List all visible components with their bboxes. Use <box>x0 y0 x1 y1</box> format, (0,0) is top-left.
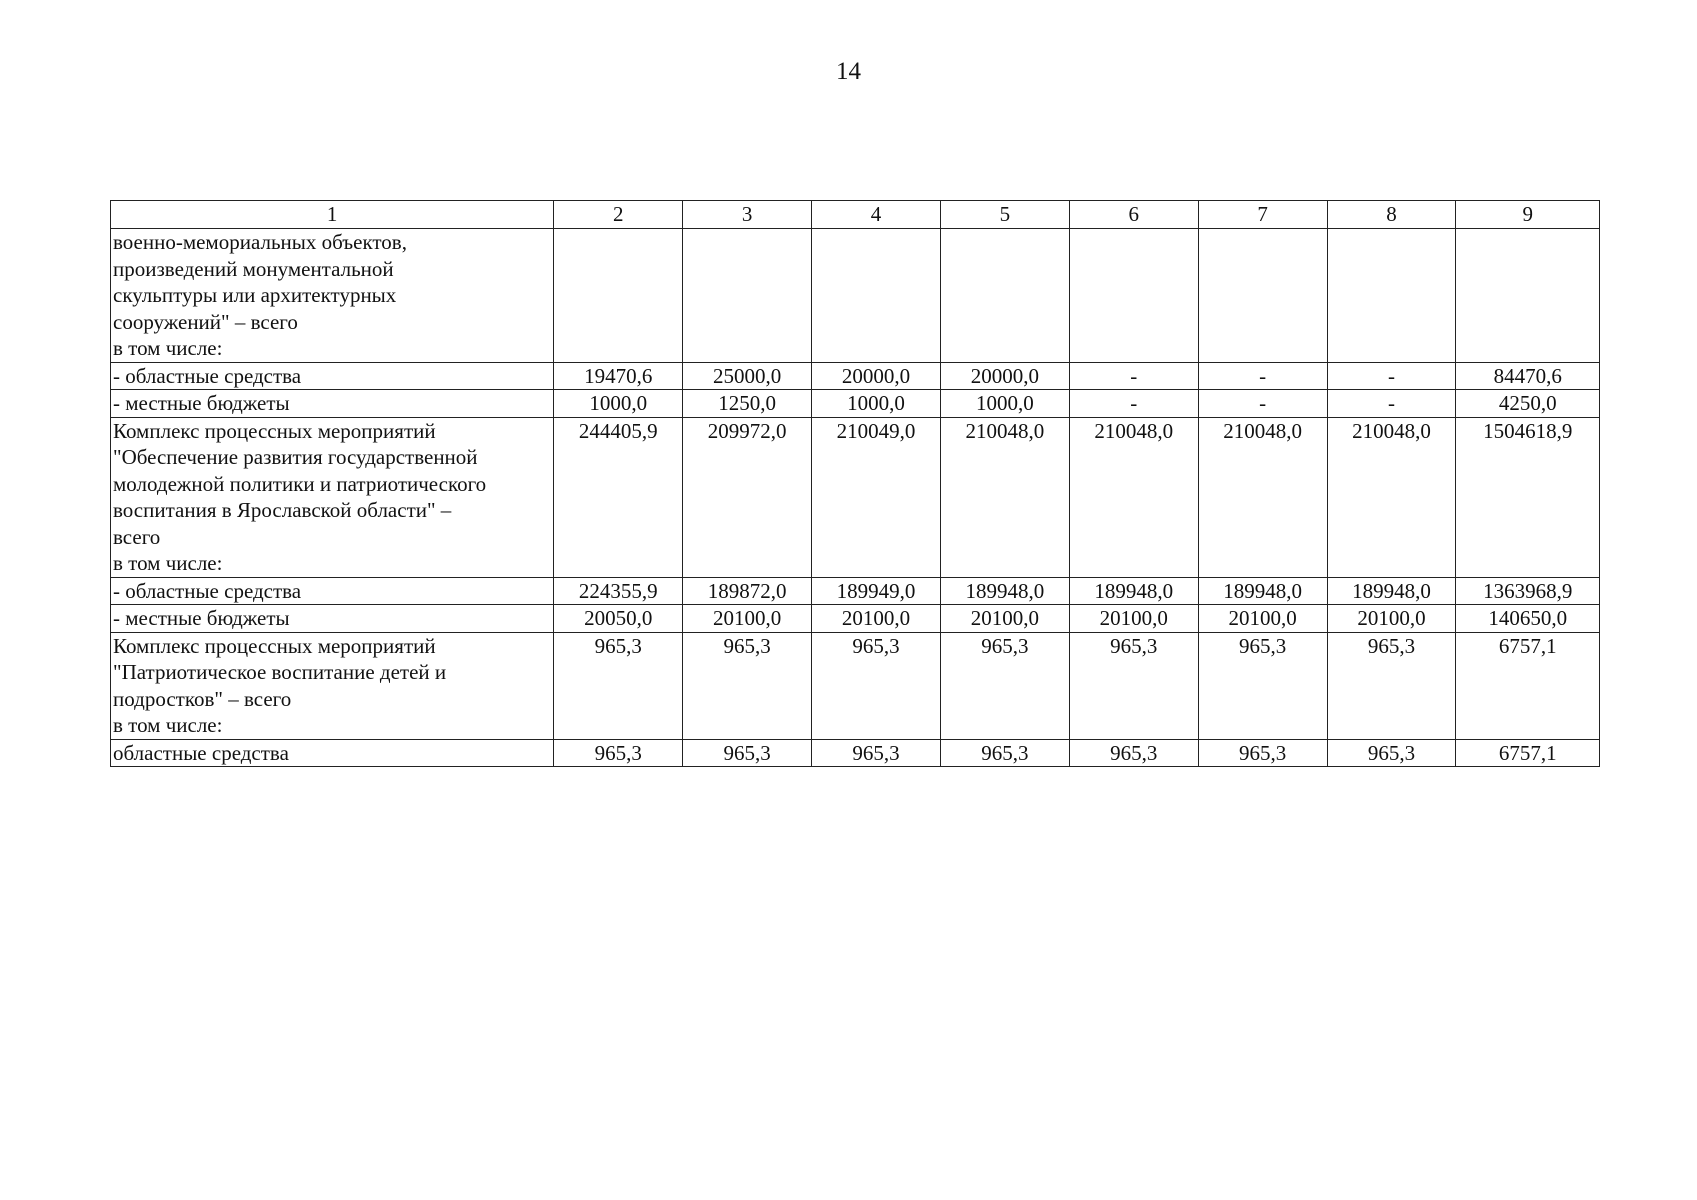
row-label-line: произведений монументальной <box>113 256 394 281</box>
value-cell: 189948,0 <box>1069 577 1198 605</box>
value-cell: 965,3 <box>940 632 1069 739</box>
page-number: 14 <box>836 58 861 85</box>
column-header: 2 <box>554 201 683 229</box>
row-label-line: - областные средства <box>113 363 302 388</box>
row-label-line: "Патриотическое воспитание детей и <box>113 660 447 684</box>
value-cell: 19470,6 <box>554 362 683 390</box>
row-label-cell <box>111 577 554 605</box>
row-label-line: Комплекс процессных мероприятий <box>113 633 436 658</box>
value-cell: 965,3 <box>683 739 812 767</box>
value-cell: 189948,0 <box>940 577 1069 605</box>
table-row <box>111 577 1600 605</box>
value-cell: 189948,0 <box>1198 577 1327 605</box>
value-cell: 965,3 <box>1198 632 1327 739</box>
row-label-line: подростков" – всего <box>113 686 292 711</box>
value-cell: - <box>1069 362 1198 390</box>
value-cell: 1504618,9 <box>1456 417 1600 577</box>
column-header: 8 <box>1327 201 1456 229</box>
value-cell: 965,3 <box>812 632 941 739</box>
row-label-line: молодежной политики и патриотического <box>113 471 487 496</box>
value-cell: - <box>1069 390 1198 418</box>
table-body <box>111 201 1600 767</box>
value-cell: 965,3 <box>1198 739 1327 767</box>
table-row <box>111 739 1600 767</box>
table-row <box>111 390 1600 418</box>
column-header: 9 <box>1456 201 1600 229</box>
value-cell: 20100,0 <box>1069 605 1198 633</box>
column-header: 3 <box>683 201 812 229</box>
value-cell: 209972,0 <box>683 417 812 577</box>
row-label-line: - областные средства <box>113 578 302 603</box>
value-cell <box>1198 229 1327 363</box>
value-cell <box>1327 229 1456 363</box>
value-cell: 140650,0 <box>1456 605 1600 633</box>
table-row <box>111 632 1600 739</box>
column-header: 1 <box>111 201 554 229</box>
value-cell: 20100,0 <box>812 605 941 633</box>
row-label-line: в том числе: <box>113 713 223 737</box>
value-cell: 224355,9 <box>554 577 683 605</box>
column-header: 7 <box>1198 201 1327 229</box>
value-cell: 20000,0 <box>940 362 1069 390</box>
value-cell: 210048,0 <box>1327 417 1456 577</box>
table-row <box>111 229 1600 363</box>
value-cell: 20100,0 <box>940 605 1069 633</box>
row-label-cell <box>111 739 554 767</box>
value-cell: 965,3 <box>1069 739 1198 767</box>
row-label-line: военно-мемориальных объектов, <box>113 230 407 254</box>
value-cell: 210048,0 <box>940 417 1069 577</box>
value-cell <box>940 229 1069 363</box>
row-label-line: в том числе: <box>113 551 223 575</box>
value-cell: 1000,0 <box>554 390 683 418</box>
table-row <box>111 605 1600 633</box>
row-label-cell <box>111 390 554 418</box>
value-cell <box>1069 229 1198 363</box>
value-cell: 20100,0 <box>683 605 812 633</box>
table-row <box>111 362 1600 390</box>
row-label-cell <box>111 605 554 633</box>
row-label-line: - местные бюджеты <box>113 391 290 415</box>
row-label-line: - местные бюджеты <box>113 606 290 630</box>
value-cell: 210048,0 <box>1198 417 1327 577</box>
value-cell: 965,3 <box>812 739 941 767</box>
row-label-line: Комплекс процессных мероприятий <box>113 418 436 443</box>
row-label-cell <box>111 417 554 577</box>
value-cell: 965,3 <box>683 632 812 739</box>
row-label-line: в том числе: <box>113 336 223 360</box>
value-cell: 210048,0 <box>1069 417 1198 577</box>
value-cell: 210049,0 <box>812 417 941 577</box>
value-cell: 965,3 <box>940 739 1069 767</box>
row-label-line: воспитания в Ярославской области" – <box>113 498 452 522</box>
value-cell <box>812 229 941 363</box>
value-cell: 20000,0 <box>812 362 941 390</box>
value-cell: 20100,0 <box>1198 605 1327 633</box>
value-cell: 965,3 <box>1069 632 1198 739</box>
column-header: 5 <box>940 201 1069 229</box>
value-cell: 6757,1 <box>1456 632 1600 739</box>
value-cell: 244405,9 <box>554 417 683 577</box>
value-cell: 25000,0 <box>683 362 812 390</box>
value-cell: 20050,0 <box>554 605 683 633</box>
row-label-line: областные средства <box>113 740 289 765</box>
value-cell: - <box>1327 390 1456 418</box>
column-header: 4 <box>812 201 941 229</box>
value-cell: 20100,0 <box>1327 605 1456 633</box>
value-cell: - <box>1198 362 1327 390</box>
value-cell: 1000,0 <box>812 390 941 418</box>
value-cell: 189948,0 <box>1327 577 1456 605</box>
row-label-line: скульптуры или архитектурных <box>113 283 397 307</box>
value-cell <box>683 229 812 363</box>
value-cell: 965,3 <box>554 739 683 767</box>
value-cell: 1000,0 <box>940 390 1069 418</box>
value-cell: 965,3 <box>1327 632 1456 739</box>
budget-table <box>110 200 1600 767</box>
value-cell: 1363968,9 <box>1456 577 1600 605</box>
value-cell: 84470,6 <box>1456 362 1600 390</box>
row-label-line: сооружений" – всего <box>113 309 298 334</box>
value-cell <box>1456 229 1600 363</box>
row-label-cell <box>111 362 554 390</box>
value-cell: - <box>1198 390 1327 418</box>
value-cell: 189872,0 <box>683 577 812 605</box>
table-row <box>111 417 1600 577</box>
row-label-line: всего <box>113 524 161 549</box>
value-cell: - <box>1327 362 1456 390</box>
value-cell <box>554 229 683 363</box>
row-label-line: "Обеспечение развития государственной <box>113 445 478 469</box>
header-row <box>111 201 1600 229</box>
row-label-cell <box>111 229 554 363</box>
value-cell: 189949,0 <box>812 577 941 605</box>
value-cell: 965,3 <box>1327 739 1456 767</box>
row-label-cell <box>111 632 554 739</box>
value-cell: 1250,0 <box>683 390 812 418</box>
value-cell: 4250,0 <box>1456 390 1600 418</box>
value-cell: 6757,1 <box>1456 739 1600 767</box>
column-header: 6 <box>1069 201 1198 229</box>
value-cell: 965,3 <box>554 632 683 739</box>
